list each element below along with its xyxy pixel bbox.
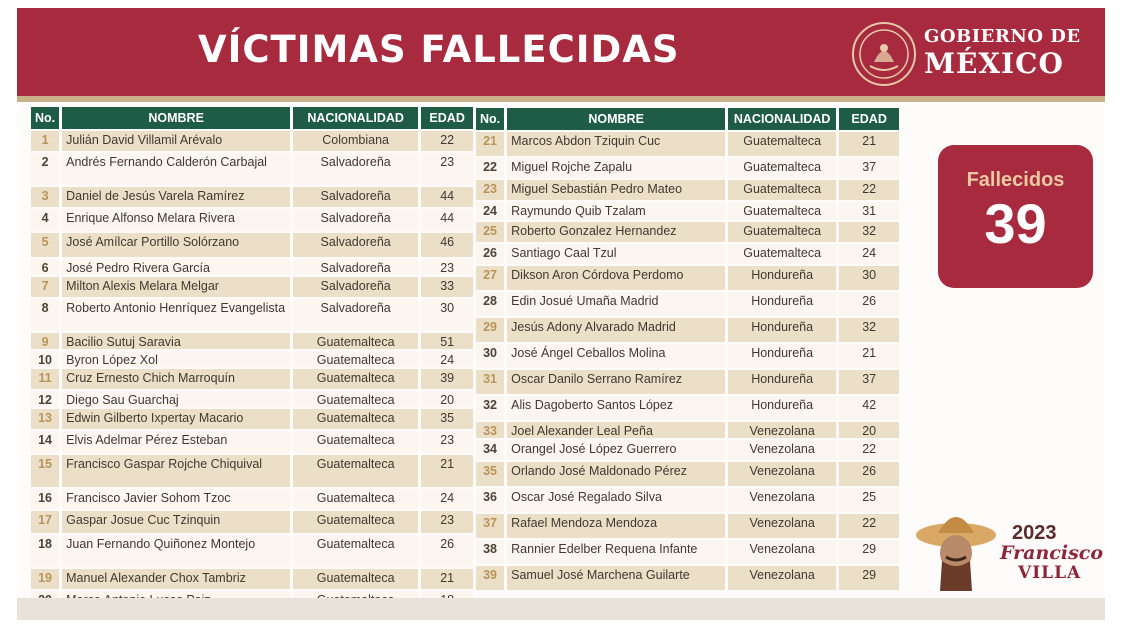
cell-no: 35	[476, 462, 504, 486]
table-row	[476, 318, 899, 342]
cell-edad: 26	[839, 292, 899, 316]
cell-edad: 23	[421, 259, 473, 275]
cell-no: 29	[476, 318, 504, 342]
cell-no: 1	[31, 131, 59, 151]
cell-no: 23	[476, 180, 504, 200]
table-row	[31, 333, 473, 349]
table-row	[476, 422, 899, 438]
cell-no: 30	[476, 344, 504, 368]
cell-no: 18	[31, 535, 59, 567]
cell-edad: 21	[421, 569, 473, 589]
cell-edad: 25	[839, 488, 899, 512]
cell-nac: Venezolana	[728, 462, 836, 486]
cell-nombre: Santiago Caal Tzul	[507, 244, 725, 264]
cell-no: 5	[31, 233, 59, 257]
cell-nombre: Orlando José Maldonado Pérez	[507, 462, 725, 486]
table-row	[476, 488, 899, 512]
table-row	[31, 187, 473, 207]
col-nacionalidad: NACIONALIDAD	[728, 108, 836, 130]
cell-edad: 23	[421, 431, 473, 453]
cell-nombre: Cruz Ernesto Chich Marroquín	[62, 369, 290, 389]
cell-no: 33	[476, 422, 504, 438]
coat-of-arms-icon	[852, 22, 916, 86]
cell-nac: Venezolana	[728, 488, 836, 512]
cell-nac: Guatemalteca	[728, 180, 836, 200]
table-row	[31, 351, 473, 367]
cell-edad: 24	[421, 351, 473, 367]
cell-nombre: Gaspar Josue Cuc Tzinquin	[62, 511, 290, 533]
cell-nombre: Roberto Antonio Henríquez Evangelista	[62, 299, 290, 331]
cell-nac: Colombiana	[293, 131, 418, 151]
cell-nac: Guatemalteca	[728, 158, 836, 178]
cell-edad: 26	[421, 535, 473, 567]
cell-no: 21	[476, 132, 504, 156]
cell-nac: Guatemalteca	[293, 431, 418, 453]
cell-nac: Hondureña	[728, 396, 836, 420]
cell-nac: Hondureña	[728, 344, 836, 368]
cell-nombre: Miguel Sebastián Pedro Mateo	[507, 180, 725, 200]
cell-nac: Guatemalteca	[293, 409, 418, 429]
table-row	[31, 277, 473, 297]
cell-no: 10	[31, 351, 59, 367]
table-row	[476, 158, 899, 178]
cell-nac: Venezolana	[728, 422, 836, 438]
cell-nac: Guatemalteca	[293, 489, 418, 509]
cell-no: 24	[476, 202, 504, 220]
table-row	[31, 299, 473, 331]
cell-edad: 23	[421, 153, 473, 185]
table-row	[476, 514, 899, 538]
table-row	[476, 344, 899, 368]
table-row	[476, 222, 899, 242]
col-edad: EDAD	[421, 107, 473, 129]
cell-no: 17	[31, 511, 59, 533]
cell-no: 39	[476, 566, 504, 590]
cell-nombre: Rafael Mendoza Mendoza	[507, 514, 725, 538]
sombrero-portrait-icon	[912, 505, 1002, 595]
cell-no: 22	[476, 158, 504, 178]
cell-edad: 42	[839, 396, 899, 420]
cell-no: 25	[476, 222, 504, 242]
cell-no: 15	[31, 455, 59, 487]
table-row	[31, 569, 473, 589]
cell-nombre: Oscar José Regalado Silva	[507, 488, 725, 512]
cell-edad: 21	[421, 455, 473, 487]
cell-nac: Venezolana	[728, 566, 836, 590]
cell-nombre: José Pedro Rivera García	[62, 259, 290, 275]
cell-edad: 29	[839, 540, 899, 564]
cell-no: 7	[31, 277, 59, 297]
table-row	[476, 440, 899, 460]
cell-nombre: Juan Fernando Quiñonez Montejo	[62, 535, 290, 567]
cell-no: 19	[31, 569, 59, 589]
cell-nombre: Manuel Alexander Chox Tambriz	[62, 569, 290, 589]
cell-nombre: Roberto Gonzalez Hernandez	[507, 222, 725, 242]
cell-no: 28	[476, 292, 504, 316]
cell-no: 13	[31, 409, 59, 429]
cell-nac: Guatemalteca	[293, 391, 418, 407]
cell-nac: Hondureña	[728, 370, 836, 394]
cell-nombre: Milton Alexis Melara Melgar	[62, 277, 290, 297]
table-row	[476, 566, 899, 590]
cell-edad: 35	[421, 409, 473, 429]
table-row	[31, 489, 473, 509]
cell-nac: Salvadoreña	[293, 299, 418, 331]
cell-nac: Salvadoreña	[293, 187, 418, 207]
table-row	[31, 259, 473, 275]
cell-no: 11	[31, 369, 59, 389]
cell-nac: Guatemalteca	[293, 511, 418, 533]
cell-nombre: Orangel José López Guerrero	[507, 440, 725, 460]
cell-nombre: Elvis Adelmar Pérez Esteban	[62, 431, 290, 453]
col-no: No.	[476, 108, 504, 130]
table-row	[31, 535, 473, 567]
cell-nac: Venezolana	[728, 440, 836, 460]
cell-nombre: Raymundo Quib Tzalam	[507, 202, 725, 220]
cell-nac: Hondureña	[728, 292, 836, 316]
cell-no: 38	[476, 540, 504, 564]
cell-nac: Guatemalteca	[293, 535, 418, 567]
cell-nac: Salvadoreña	[293, 259, 418, 275]
cell-edad: 26	[839, 462, 899, 486]
cell-nombre: José Amílcar Portillo Solórzano	[62, 233, 290, 257]
table-header	[31, 107, 473, 129]
gov-line1: GOBIERNO DE	[924, 26, 1081, 47]
col-no: No.	[31, 107, 59, 129]
cell-nombre: Dikson Aron Córdova Perdomo	[507, 266, 725, 290]
cell-edad: 29	[839, 566, 899, 590]
cell-nac: Guatemalteca	[293, 455, 418, 487]
cell-nac: Guatemalteca	[728, 132, 836, 156]
cell-nombre: Edin Josué Umaña Madrid	[507, 292, 725, 316]
logo-name: Francisco	[1000, 542, 1104, 564]
cell-edad: 33	[421, 277, 473, 297]
cell-edad: 44	[421, 209, 473, 231]
table-row	[476, 462, 899, 486]
cell-edad: 31	[839, 202, 899, 220]
cell-nombre: Jesús Adony Alvarado Madrid	[507, 318, 725, 342]
deceased-count-card	[938, 145, 1093, 288]
cell-edad: 32	[839, 222, 899, 242]
cell-nombre: Joel Alexander Leal Peña	[507, 422, 725, 438]
cell-no: 3	[31, 187, 59, 207]
cell-edad: 23	[421, 511, 473, 533]
cell-edad: 30	[839, 266, 899, 290]
cell-edad: 24	[839, 244, 899, 264]
cell-nombre: Alis Dagoberto Santos López	[507, 396, 725, 420]
cell-no: 36	[476, 488, 504, 512]
cell-edad: 37	[839, 370, 899, 394]
cell-nac: Guatemalteca	[293, 369, 418, 389]
cell-edad: 44	[421, 187, 473, 207]
cell-edad: 21	[839, 344, 899, 368]
cell-nombre: Byron López Xol	[62, 351, 290, 367]
table-row	[476, 180, 899, 200]
cell-no: 9	[31, 333, 59, 349]
cell-nac: Hondureña	[728, 266, 836, 290]
cell-no: 27	[476, 266, 504, 290]
cell-nac: Guatemalteca	[293, 569, 418, 589]
cell-nombre: Oscar Danilo Serrano Ramírez	[507, 370, 725, 394]
cell-nombre: José Ángel Ceballos Molina	[507, 344, 725, 368]
cell-nac: Hondureña	[728, 318, 836, 342]
cell-edad: 22	[839, 440, 899, 460]
cell-edad: 21	[839, 132, 899, 156]
page-title: VÍCTIMAS FALLECIDAS	[198, 28, 680, 71]
table-row	[476, 266, 899, 290]
table-row	[31, 511, 473, 533]
cell-nac: Salvadoreña	[293, 277, 418, 297]
cell-nombre: Daniel de Jesús Varela Ramírez	[62, 187, 290, 207]
table-header	[476, 108, 899, 130]
footer-band	[17, 598, 1105, 620]
cell-edad: 22	[421, 131, 473, 151]
cell-edad: 51	[421, 333, 473, 349]
cell-no: 2	[31, 153, 59, 185]
col-nombre: NOMBRE	[507, 108, 725, 130]
table-row	[476, 370, 899, 394]
cell-edad: 32	[839, 318, 899, 342]
cell-no: 4	[31, 209, 59, 231]
cell-no: 34	[476, 440, 504, 460]
cell-nombre: Marcos Abdon Tziquin Cuc	[507, 132, 725, 156]
cell-edad: 20	[421, 391, 473, 407]
table-row	[476, 292, 899, 316]
col-nombre: NOMBRE	[62, 107, 290, 129]
cell-edad: 24	[421, 489, 473, 509]
table-row	[31, 391, 473, 407]
cell-nac: Guatemalteca	[728, 202, 836, 220]
cell-edad: 39	[421, 369, 473, 389]
table-row	[31, 455, 473, 487]
cell-edad: 22	[839, 180, 899, 200]
table-row	[31, 131, 473, 151]
cell-nombre: Diego Sau Guarchaj	[62, 391, 290, 407]
table-row	[476, 540, 899, 564]
table-row	[31, 233, 473, 257]
table-row	[31, 431, 473, 453]
cell-nac: Venezolana	[728, 540, 836, 564]
government-logo	[924, 28, 1081, 78]
cell-no: 12	[31, 391, 59, 407]
table-row	[476, 244, 899, 264]
cell-no: 14	[31, 431, 59, 453]
cell-no: 32	[476, 396, 504, 420]
cell-nac: Salvadoreña	[293, 153, 418, 185]
cell-nombre: Edwin Gilberto Ixpertay Macario	[62, 409, 290, 429]
cell-nac: Guatemalteca	[728, 222, 836, 242]
cell-edad: 22	[839, 514, 899, 538]
cell-nombre: Miguel Rojche Zapalu	[507, 158, 725, 178]
table-row	[476, 132, 899, 156]
table-row	[31, 409, 473, 429]
count-value: 39	[984, 192, 1047, 255]
cell-nombre: Julián David Villamil Arévalo	[62, 131, 290, 151]
cell-nombre: Francisco Javier Sohom Tzoc	[62, 489, 290, 509]
table-row	[31, 153, 473, 185]
cell-nombre: Rannier Edelber Requena Infante	[507, 540, 725, 564]
victims-table-right	[473, 106, 902, 592]
cell-nombre: Bacilio Sutuj Saravia	[62, 333, 290, 349]
cell-nombre: Andrés Fernando Calderón Carbajal	[62, 153, 290, 185]
col-nacionalidad: NACIONALIDAD	[293, 107, 418, 129]
cell-no: 16	[31, 489, 59, 509]
victims-table-left	[28, 105, 476, 613]
table-row	[476, 396, 899, 420]
table-row	[31, 369, 473, 389]
cell-nac: Salvadoreña	[293, 233, 418, 257]
cell-nac: Guatemalteca	[293, 333, 418, 349]
cell-nombre: Enrique Alfonso Melara Rivera	[62, 209, 290, 231]
cell-no: 6	[31, 259, 59, 275]
cell-edad: 46	[421, 233, 473, 257]
table-row	[476, 202, 899, 220]
col-edad: EDAD	[839, 108, 899, 130]
header-stripe	[17, 96, 1105, 102]
cell-nac: Guatemalteca	[728, 244, 836, 264]
logo-year: 2023	[1012, 522, 1057, 544]
gov-line2: MÉXICO	[924, 47, 1064, 80]
cell-nac: Salvadoreña	[293, 209, 418, 231]
cell-nac: Venezolana	[728, 514, 836, 538]
cell-edad: 30	[421, 299, 473, 331]
cell-edad: 20	[839, 422, 899, 438]
cell-nombre: Samuel José Marchena Guilarte	[507, 566, 725, 590]
cell-nac: Guatemalteca	[293, 351, 418, 367]
cell-no: 8	[31, 299, 59, 331]
cell-no: 37	[476, 514, 504, 538]
cell-no: 31	[476, 370, 504, 394]
cell-no: 26	[476, 244, 504, 264]
count-label: Fallecidos	[966, 169, 1065, 191]
cell-edad: 37	[839, 158, 899, 178]
logo-surname: VILLA	[1018, 563, 1082, 583]
cell-nombre: Francisco Gaspar Rojche Chiquival	[62, 455, 290, 487]
table-row	[31, 209, 473, 231]
